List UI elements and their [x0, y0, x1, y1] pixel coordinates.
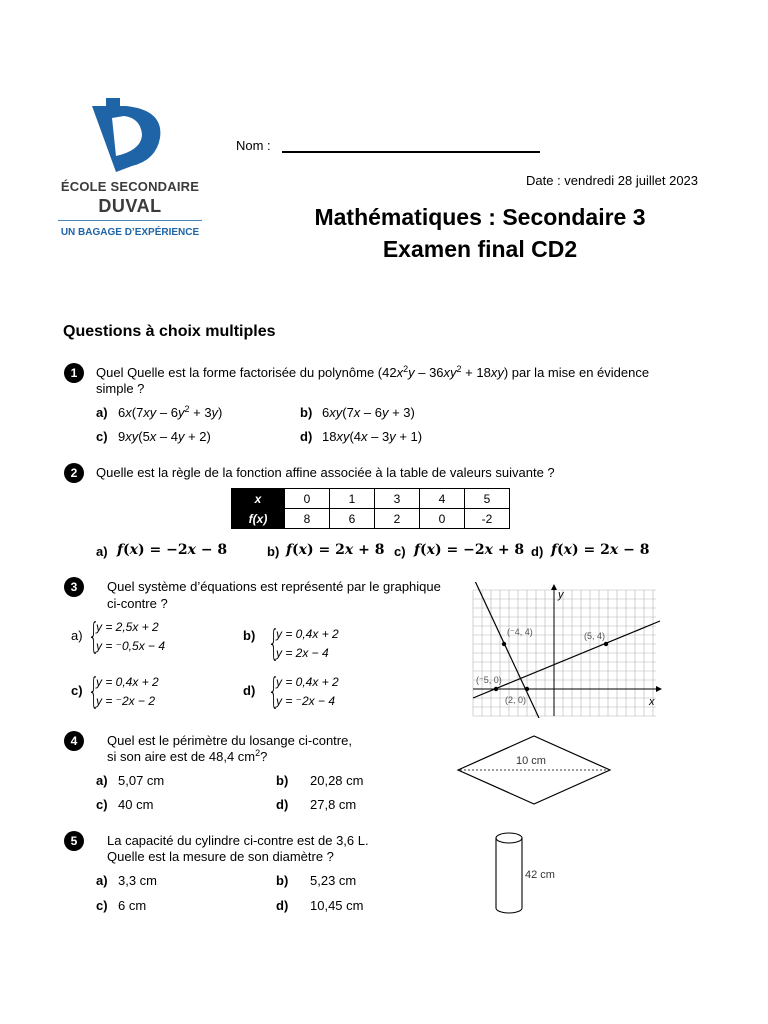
- brace-symbol: {: [88, 671, 100, 712]
- q4-option-c[interactable]: 40 cm: [118, 797, 154, 812]
- point-marker: [502, 642, 506, 646]
- question-number-4: 4: [64, 731, 84, 751]
- logo-school-line1: ÉCOLE SECONDAIRE: [60, 179, 200, 194]
- name-field-line: [282, 151, 540, 153]
- q4-option-c-label: c): [96, 797, 108, 812]
- y-axis-arrow: [551, 584, 557, 590]
- q3-option-c[interactable]: [86, 673, 159, 711]
- x-axis-arrow: [656, 686, 662, 692]
- q4-option-d[interactable]: 27,8 cm: [310, 797, 357, 812]
- q2-option-b-label: b): [267, 544, 280, 559]
- q1-option-b[interactable]: 6xy(7x – 6y + 3): [322, 405, 415, 420]
- cylinder-figure: [492, 828, 572, 918]
- exam-date: Date : vendredi 28 juillet 2023: [526, 173, 699, 188]
- table-cell: 2: [375, 509, 420, 529]
- point-marker: [604, 642, 608, 646]
- q2-option-d-label: d): [531, 544, 544, 559]
- question-number-5: 5: [64, 831, 84, 851]
- q5-option-c[interactable]: 6 cm: [118, 898, 147, 913]
- question-1-text: Quel Quelle est la forme factorisée du polynôme $(42x^2y - 36xy^2 + 18xy)$ par la mise en évidence: [96, 364, 650, 380]
- table-cell: 6: [330, 509, 375, 529]
- question-4-text: Quel est le périmètre du losange ci-contre,: [107, 733, 352, 748]
- system-equation: y = 2,5x + 2: [96, 620, 159, 634]
- q2-option-a-label: a): [96, 544, 108, 559]
- q4-option-a[interactable]: 5,07 cm: [118, 773, 165, 788]
- q2-option-a[interactable]: f(x) = −2x − 8: [117, 542, 228, 558]
- coordinate-graph: [470, 582, 666, 718]
- q1-option-d-label: d): [300, 429, 313, 444]
- question-5-text-line2: Quelle est la mesure de son diamètre ?: [107, 849, 334, 864]
- cylinder-bottom: [496, 908, 522, 913]
- question-3-text: Quel système d’équations est représenté par le graphique: [107, 579, 441, 594]
- name-label: Nom :: [236, 138, 271, 153]
- table-row: [232, 489, 510, 509]
- q4-option-b[interactable]: 20,28 cm: [310, 773, 364, 788]
- q1-option-a-label: a): [96, 405, 108, 420]
- table-cell: 8: [285, 509, 330, 529]
- q1-option-b-label: b): [300, 405, 313, 420]
- table-cell: -2: [465, 509, 510, 529]
- brace-symbol: {: [268, 671, 280, 712]
- q3-option-a-label: a): [71, 628, 83, 643]
- rhombus-figure: [456, 734, 616, 806]
- section-title: Questions à choix multiples: [63, 323, 276, 340]
- q4-option-a-label: a): [96, 773, 108, 788]
- brace-symbol: {: [268, 623, 280, 664]
- question-number-1: 1: [64, 363, 84, 383]
- value-table: [231, 488, 510, 529]
- table-row: [232, 509, 510, 529]
- logo-school-name: DUVAL: [98, 196, 162, 216]
- q5-option-a-label: a): [96, 873, 108, 888]
- y-axis-label: y: [558, 589, 564, 601]
- q1-option-d[interactable]: 18xy(4x – 3y + 1): [322, 429, 423, 444]
- q4-option-d-label: d): [276, 797, 289, 812]
- q3-option-a[interactable]: [86, 618, 165, 656]
- system-equation: y = ⁻2x − 4: [276, 694, 336, 708]
- q3-option-d[interactable]: [266, 673, 339, 711]
- table-cell: 5: [465, 489, 510, 509]
- question-3-text-line2: ci-contre ?: [107, 596, 168, 611]
- table-cell: 1: [330, 489, 375, 509]
- logo-divider: [58, 220, 202, 221]
- question-4-text-line2: si son aire est de 48,4 $cm^2$?: [107, 748, 268, 764]
- system-equation: y = 0,4x + 2: [276, 627, 339, 641]
- q2-option-c-label: c): [394, 544, 406, 559]
- page-subtitle: Examen final CD2: [382, 236, 578, 262]
- question-number-3: 3: [64, 577, 84, 597]
- q5-option-a[interactable]: 3,3 cm: [118, 873, 158, 888]
- q1-option-c[interactable]: 9xy(5x – 4y + 2): [118, 429, 211, 444]
- table-header-fx: f(x): [232, 509, 285, 529]
- table-cell: 0: [420, 509, 465, 529]
- q2-option-b[interactable]: f(x) = 2x + 8: [286, 542, 385, 558]
- q4-option-b-label: b): [276, 773, 289, 788]
- q1-option-a[interactable]: $6x(7xy - 6y^2 + 3y)$: [118, 404, 223, 420]
- system-equation: y = 2x − 4: [276, 646, 329, 660]
- question-1-text-line2: simple ?: [96, 381, 145, 396]
- brace-symbol: {: [88, 616, 100, 657]
- graph-grid: [473, 590, 656, 716]
- q1-option-c-label: c): [96, 429, 108, 444]
- q5-option-d[interactable]: 10,45 cm: [310, 898, 364, 913]
- q3-option-d-label: d): [243, 683, 256, 698]
- x-axis-label: x: [649, 696, 655, 708]
- point-label: (2, 0): [505, 695, 527, 705]
- point-marker: [525, 687, 529, 691]
- school-logo: [86, 96, 166, 174]
- system-equation: y = 0,4x + 2: [96, 675, 159, 689]
- point-label: (5, 4): [584, 631, 606, 641]
- point-marker: [494, 687, 498, 691]
- question-2-text: Quelle est la règle de la fonction affine associée à la table de valeurs suivante ?: [96, 465, 555, 480]
- point-label: (⁻4, 4): [507, 627, 533, 637]
- q5-option-d-label: d): [276, 898, 289, 913]
- table-header-x: x: [232, 489, 285, 509]
- q3-option-b-label: b): [243, 628, 256, 643]
- logo-tagline: UN BAGAGE D’EXPÉRIENCE: [60, 227, 200, 238]
- q2-option-c[interactable]: f(x) = −2x + 8: [414, 542, 525, 558]
- page-title: Mathématiques : Secondaire 3: [314, 204, 646, 230]
- line-1: [473, 621, 660, 698]
- q5-option-b[interactable]: 5,23 cm: [310, 873, 357, 888]
- table-cell: 0: [285, 489, 330, 509]
- q3-option-b[interactable]: [266, 625, 339, 663]
- q2-option-d[interactable]: f(x) = 2x − 8: [551, 542, 650, 558]
- table-cell: 4: [420, 489, 465, 509]
- question-number-2: 2: [64, 463, 84, 483]
- point-label: (⁻5, 0): [476, 675, 502, 685]
- system-equation: y = ⁻2x − 2: [96, 694, 156, 708]
- question-5-text: La capacité du cylindre ci-contre est de 3,6 L.: [107, 833, 369, 848]
- cylinder-height-label: 42 cm: [525, 869, 555, 881]
- table-cell: 3: [375, 489, 420, 509]
- q5-option-b-label: b): [276, 873, 289, 888]
- system-equation: y = 0,4x + 2: [276, 675, 339, 689]
- q3-option-c-label: c): [71, 683, 83, 698]
- rhombus-dimension-label: 10 cm: [516, 755, 546, 767]
- q5-option-c-label: c): [96, 898, 108, 913]
- cylinder-top: [496, 833, 522, 843]
- system-equation: y = ⁻0,5x − 4: [96, 639, 166, 653]
